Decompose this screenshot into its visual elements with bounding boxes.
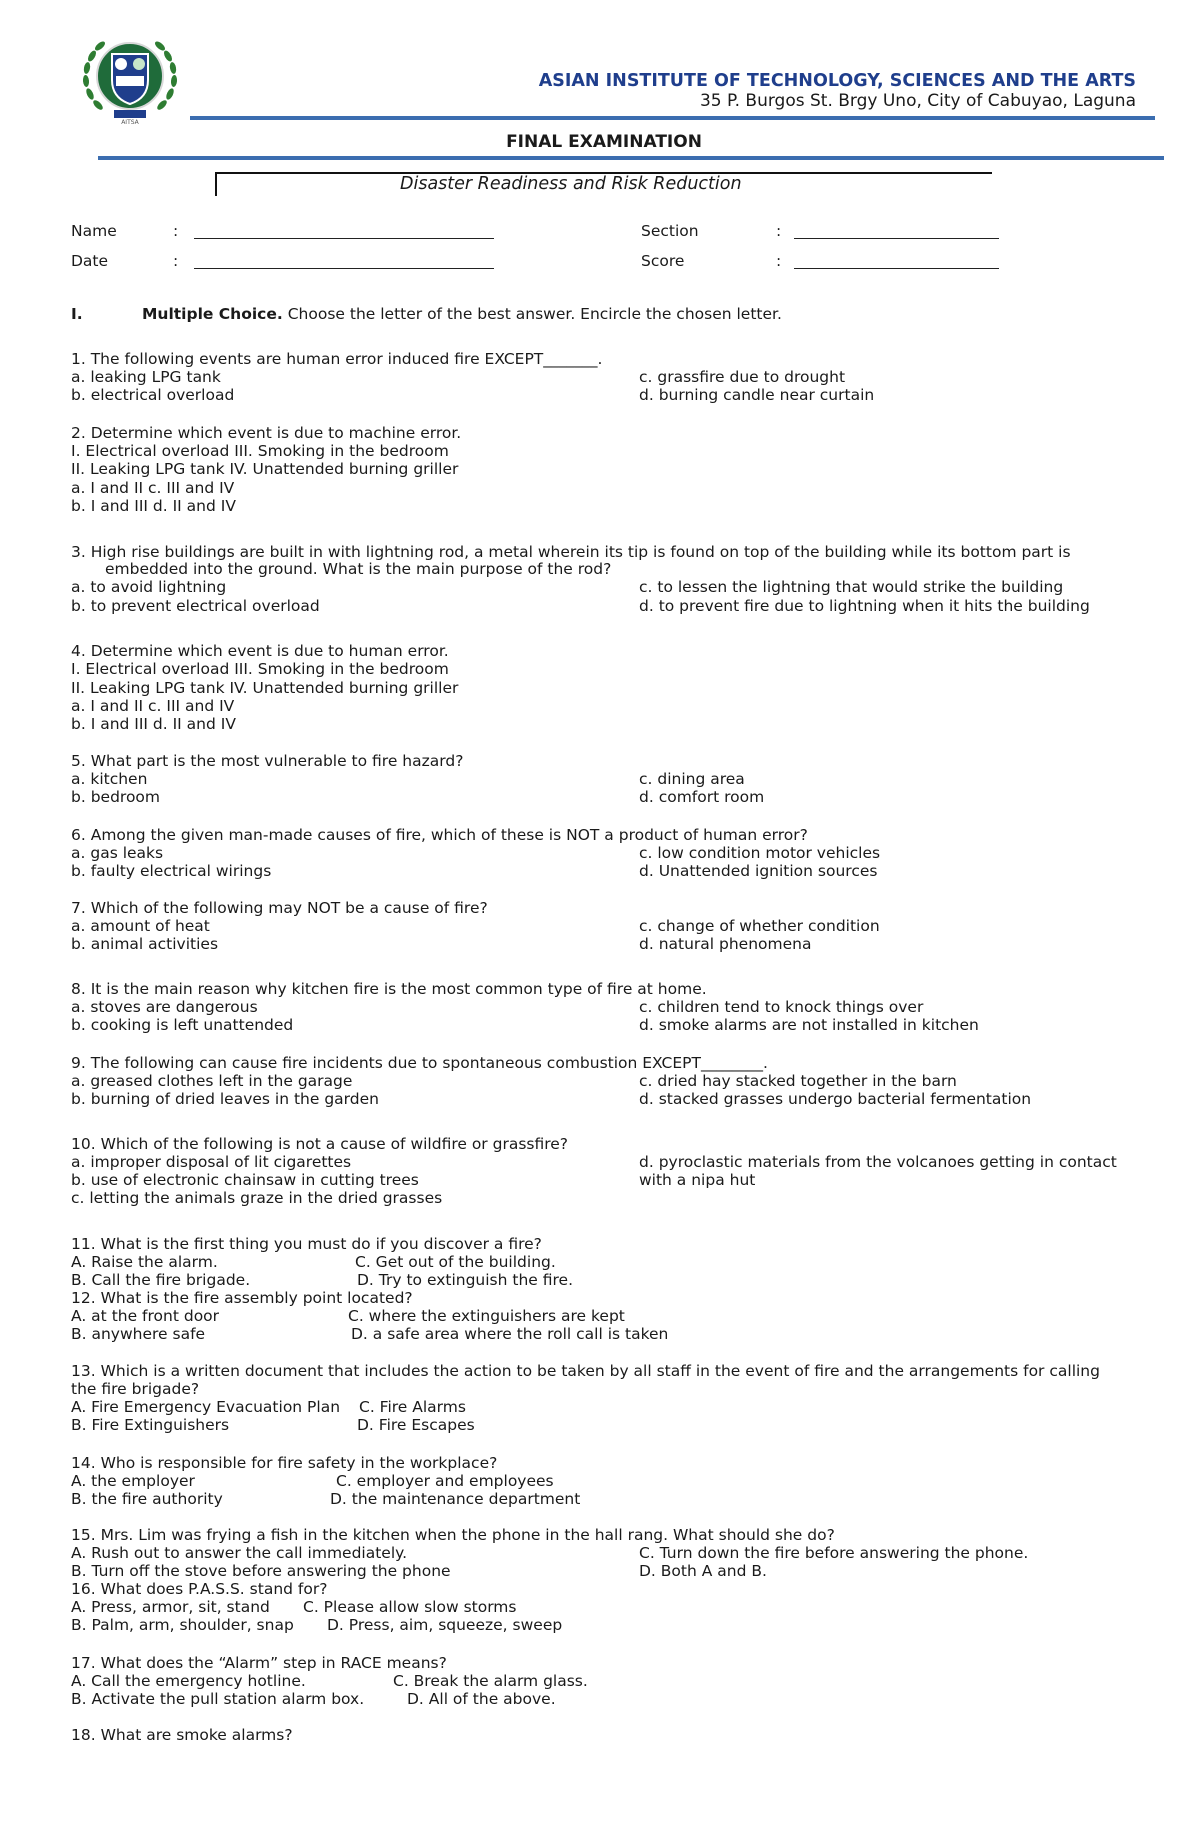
choice[interactable]: A. Rush out to answer the call immediately.	[71, 1544, 408, 1562]
choice[interactable]: C. Please allow slow storms	[303, 1598, 517, 1616]
choice[interactable]: c. dining area	[639, 770, 745, 788]
choice[interactable]: b. faulty electrical wirings	[71, 862, 272, 880]
choice[interactable]: C. where the extinguishers are kept	[348, 1307, 625, 1325]
choice[interactable]: c. dried hay stacked together in the barn	[639, 1072, 957, 1090]
question-stem: 17. What does the “Alarm” step in RACE means?	[71, 1654, 447, 1672]
choice[interactable]: a. amount of heat	[71, 917, 210, 935]
choice[interactable]: b. animal activities	[71, 935, 219, 953]
choice[interactable]: a. gas leaks	[71, 844, 164, 862]
choice[interactable]: c. change of whether condition	[639, 917, 880, 935]
choice[interactable]: B. anywhere safe	[71, 1325, 206, 1343]
question-stem: 3. High rise buildings are built in with lightning rod, a metal wherein its tip is found on top of the building while its bottom part is	[71, 543, 1071, 561]
choice[interactable]: C. Turn down the fire before answering the phone.	[639, 1544, 1029, 1562]
question-stem: 9. The following can cause fire incidents due to spontaneous combustion EXCEPT________.	[71, 1054, 768, 1072]
choice[interactable]: a. I and II c. III and IV	[71, 697, 235, 715]
question-stem: 1. The following events are human error induced fire EXCEPT_______.	[71, 350, 603, 368]
question-stem: 5. What part is the most vulnerable to fire hazard?	[71, 752, 464, 770]
score-field[interactable]	[794, 268, 999, 269]
date-field[interactable]	[194, 268, 494, 269]
school-name: ASIAN INSTITUTE OF TECHNOLOGY, SCIENCES AND THE ARTS	[538, 71, 1136, 91]
school-logo	[74, 26, 186, 126]
choice[interactable]: C. Break the alarm glass.	[393, 1672, 588, 1690]
section-heading	[142, 305, 782, 323]
choice[interactable]: c. to lessen the lightning that would strike the building	[639, 578, 1064, 596]
choice[interactable]: C. Get out of the building.	[355, 1253, 556, 1271]
choice[interactable]: D. Try to extinguish the fire.	[357, 1271, 574, 1289]
choice[interactable]: b. use of electronic chainsaw in cutting trees	[71, 1171, 419, 1189]
choice[interactable]: d. smoke alarms are not installed in kitchen	[639, 1016, 979, 1034]
choice[interactable]: d. pyroclastic materials from the volcanoes getting in contact	[639, 1153, 1117, 1171]
section-number: I.	[71, 305, 83, 323]
choice[interactable]: b. burning of dried leaves in the garden	[71, 1090, 379, 1108]
choice[interactable]: A. Fire Emergency Evacuation Plan	[71, 1398, 341, 1416]
question-stem: 18. What are smoke alarms?	[71, 1726, 293, 1744]
choice[interactable]: A. at the front door	[71, 1307, 220, 1325]
question-stem: 2. Determine which event is due to machine error.	[71, 424, 462, 442]
choice[interactable]: B. Call the fire brigade.	[71, 1271, 251, 1289]
section-label: Section	[641, 222, 699, 240]
score-colon: :	[776, 252, 782, 270]
choice[interactable]: D. All of the above.	[407, 1690, 556, 1708]
choice[interactable]: c. grassfire due to drought	[639, 368, 846, 386]
question-stem: 16. What does P.A.S.S. stand for?	[71, 1580, 328, 1598]
question-stem: 11. What is the first thing you must do if you discover a fire?	[71, 1235, 542, 1253]
choice[interactable]: d. natural phenomena	[639, 935, 812, 953]
question-stem: 7. Which of the following may NOT be a cause of fire?	[71, 899, 488, 917]
statement-line: I. Electrical overload III. Smoking in the bedroom	[71, 660, 449, 678]
section-field[interactable]	[794, 238, 999, 239]
choice[interactable]: b. bedroom	[71, 788, 161, 806]
choice[interactable]: d. stacked grasses undergo bacterial fermentation	[639, 1090, 1032, 1108]
choice[interactable]: a. stoves are dangerous	[71, 998, 258, 1016]
question-stem: 15. Mrs. Lim was frying a fish in the kitchen when the phone in the hall rang. What should she do?	[71, 1526, 835, 1544]
choice[interactable]: C. employer and employees	[336, 1472, 554, 1490]
header-rule	[190, 116, 1155, 120]
choice[interactable]: a. leaking LPG tank	[71, 368, 221, 386]
question-stem: the fire brigade?	[71, 1380, 200, 1398]
title-rule	[98, 156, 1164, 160]
choice-continued: with a nipa hut	[639, 1171, 756, 1189]
choice[interactable]: B. Palm, arm, shoulder, snap	[71, 1616, 294, 1634]
school-address: 35 P. Burgos St. Brgy Uno, City of Cabuyao, Laguna	[699, 91, 1136, 111]
choice[interactable]: c. letting the animals graze in the dried grasses	[71, 1189, 443, 1207]
choice[interactable]: d. comfort room	[639, 788, 765, 806]
choice[interactable]: D. Press, aim, squeeze, sweep	[327, 1616, 563, 1634]
question-stem: 13. Which is a written document that includes the action to be taken by all staff in the event of fire and the arrangements for calling	[71, 1362, 1100, 1380]
choice[interactable]: a. to avoid lightning	[71, 578, 227, 596]
choice[interactable]: D. Fire Escapes	[357, 1416, 475, 1434]
choice[interactable]: B. the fire authority	[71, 1490, 223, 1508]
question-stem: 12. What is the fire assembly point located?	[71, 1289, 413, 1307]
section-title: Multiple Choice.	[142, 305, 283, 323]
section-instruction: Choose the letter of the best answer. Encircle the chosen letter.	[287, 305, 782, 323]
choice[interactable]: D. the maintenance department	[330, 1490, 581, 1508]
statement-line: II. Leaking LPG tank IV. Unattended burning griller	[71, 460, 459, 478]
statement-line: I. Electrical overload III. Smoking in the bedroom	[71, 442, 449, 460]
choice[interactable]: b. electrical overload	[71, 386, 235, 404]
exam-title: FINAL EXAMINATION	[506, 132, 702, 152]
choice[interactable]: D. a safe area where the roll call is taken	[351, 1325, 669, 1343]
name-colon: :	[173, 222, 179, 240]
name-label: Name	[71, 222, 117, 240]
choice[interactable]: A. Raise the alarm.	[71, 1253, 218, 1271]
choice[interactable]: d. to prevent fire due to lightning when it hits the building	[639, 597, 1090, 615]
date-colon: :	[173, 252, 179, 270]
choice[interactable]: A. the employer	[71, 1472, 195, 1490]
choice[interactable]: D. Both A and B.	[639, 1562, 767, 1580]
choice[interactable]: B. Turn off the stove before answering the phone	[71, 1562, 451, 1580]
choice[interactable]: c. low condition motor vehicles	[639, 844, 881, 862]
question-stem: 6. Among the given man-made causes of fire, which of these is NOT a product of human error?	[71, 826, 808, 844]
choice[interactable]: A. Call the emergency hotline.	[71, 1672, 306, 1690]
choice[interactable]: b. I and III d. II and IV	[71, 497, 236, 515]
choice[interactable]: b. to prevent electrical overload	[71, 597, 320, 615]
choice[interactable]: c. children tend to knock things over	[639, 998, 924, 1016]
statement-line: II. Leaking LPG tank IV. Unattended burning griller	[71, 679, 459, 697]
choice[interactable]: A. Press, armor, sit, stand	[71, 1598, 270, 1616]
choice[interactable]: d. burning candle near curtain	[639, 386, 875, 404]
question-stem: embedded into the ground. What is the main purpose of the rod?	[105, 560, 612, 578]
choice[interactable]: a. I and II c. III and IV	[71, 479, 235, 497]
subject-title: Disaster Readiness and Risk Reduction	[400, 174, 742, 194]
choice[interactable]: B. Activate the pull station alarm box.	[71, 1690, 365, 1708]
choice[interactable]: a. greased clothes left in the garage	[71, 1072, 353, 1090]
question-stem: 4. Determine which event is due to human error.	[71, 642, 449, 660]
question-stem: 8. It is the main reason why kitchen fire is the most common type of fire at home.	[71, 980, 707, 998]
svg-text:AITSA: AITSA	[121, 119, 139, 126]
choice[interactable]: a. kitchen	[71, 770, 148, 788]
score-label: Score	[641, 252, 685, 270]
question-stem: 14. Who is responsible for fire safety in the workplace?	[71, 1454, 498, 1472]
question-stem: 10. Which of the following is not a cause of wildfire or grassfire?	[71, 1135, 569, 1153]
choice[interactable]: b. I and III d. II and IV	[71, 715, 236, 733]
section-colon: :	[776, 222, 782, 240]
choice[interactable]: d. Unattended ignition sources	[639, 862, 878, 880]
choice[interactable]: C. Fire Alarms	[359, 1398, 466, 1416]
name-field[interactable]	[194, 238, 494, 239]
date-label: Date	[71, 252, 109, 270]
choice[interactable]: B. Fire Extinguishers	[71, 1416, 230, 1434]
choice[interactable]: a. improper disposal of lit cigarettes	[71, 1153, 352, 1171]
choice[interactable]: b. cooking is left unattended	[71, 1016, 294, 1034]
